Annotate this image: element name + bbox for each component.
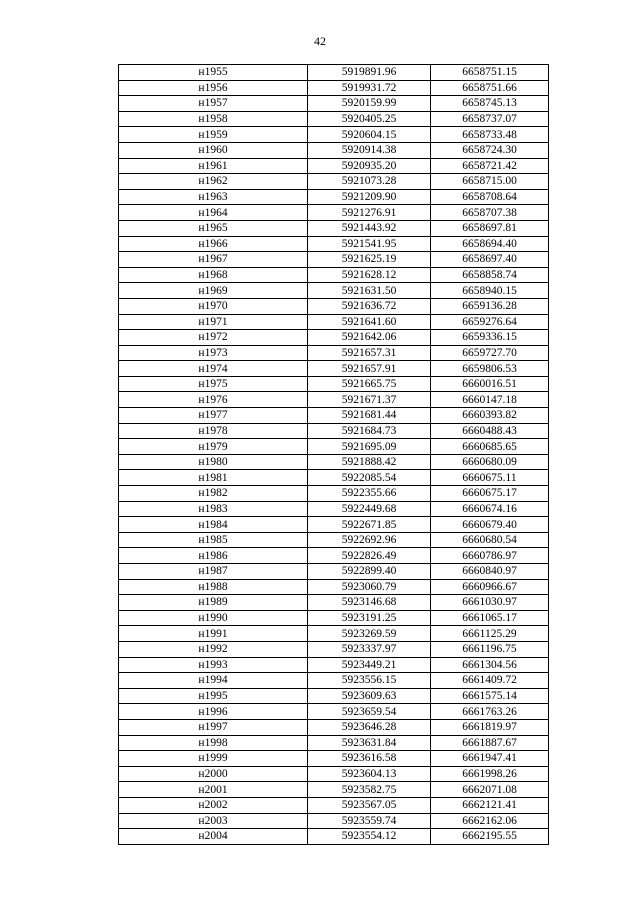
y-coordinate-cell: 6660680.54 <box>431 532 549 548</box>
table-row <box>119 641 549 657</box>
point-id-cell: н2003 <box>119 813 308 829</box>
table-row <box>119 454 549 470</box>
y-coordinate-cell: 6662195.55 <box>431 829 549 845</box>
x-coordinate-cell: 5922085.54 <box>308 470 431 486</box>
x-coordinate-cell: 5923659.54 <box>308 704 431 720</box>
point-id-cell: н1998 <box>119 735 308 751</box>
point-id-cell: н1983 <box>119 501 308 517</box>
y-coordinate-cell: 6658733.48 <box>431 127 549 143</box>
table-row <box>119 719 549 735</box>
table-row <box>119 423 549 439</box>
y-coordinate-cell: 6660675.17 <box>431 486 549 502</box>
table-row <box>119 330 549 346</box>
x-coordinate-cell: 5920405.25 <box>308 111 431 127</box>
point-id-cell: н1979 <box>119 439 308 455</box>
x-coordinate-cell: 5923146.68 <box>308 595 431 611</box>
table-row <box>119 517 549 533</box>
point-id-cell: н1967 <box>119 252 308 268</box>
x-coordinate-cell: 5922899.40 <box>308 564 431 580</box>
point-id-cell: н1976 <box>119 392 308 408</box>
y-coordinate-cell: 6658745.13 <box>431 96 549 112</box>
x-coordinate-cell: 5921681.44 <box>308 408 431 424</box>
table-row <box>119 345 549 361</box>
point-id-cell: н1972 <box>119 330 308 346</box>
y-coordinate-cell: 6660016.51 <box>431 376 549 392</box>
y-coordinate-cell: 6659727.70 <box>431 345 549 361</box>
point-id-cell: н1990 <box>119 610 308 626</box>
x-coordinate-cell: 5923631.84 <box>308 735 431 751</box>
y-coordinate-cell: 6658707.38 <box>431 205 549 221</box>
y-coordinate-cell: 6660393.82 <box>431 408 549 424</box>
y-coordinate-cell: 6661196.75 <box>431 641 549 657</box>
y-coordinate-cell: 6659336.15 <box>431 330 549 346</box>
point-id-cell: н2004 <box>119 829 308 845</box>
table-row <box>119 361 549 377</box>
x-coordinate-cell: 5921642.06 <box>308 330 431 346</box>
y-coordinate-cell: 6660685.65 <box>431 439 549 455</box>
table-row <box>119 236 549 252</box>
table-row <box>119 813 549 829</box>
page-number: 42 <box>314 34 326 48</box>
point-id-cell: н1982 <box>119 486 308 502</box>
y-coordinate-cell: 6660488.43 <box>431 423 549 439</box>
x-coordinate-cell: 5923604.13 <box>308 766 431 782</box>
table-row <box>119 579 549 595</box>
x-coordinate-cell: 5921695.09 <box>308 439 431 455</box>
y-coordinate-cell: 6661125.29 <box>431 626 549 642</box>
point-id-cell: н1994 <box>119 673 308 689</box>
x-coordinate-cell: 5921541.95 <box>308 236 431 252</box>
y-coordinate-cell: 6658721.42 <box>431 158 549 174</box>
y-coordinate-cell: 6659806.53 <box>431 361 549 377</box>
x-coordinate-cell: 5923556.15 <box>308 673 431 689</box>
y-coordinate-cell: 6658724.30 <box>431 142 549 158</box>
y-coordinate-cell: 6658737.07 <box>431 111 549 127</box>
y-coordinate-cell: 6658708.64 <box>431 189 549 205</box>
x-coordinate-cell: 5922355.66 <box>308 486 431 502</box>
point-id-cell: н1987 <box>119 564 308 580</box>
table-row <box>119 657 549 673</box>
x-coordinate-cell: 5921657.31 <box>308 345 431 361</box>
point-id-cell: н1978 <box>119 423 308 439</box>
point-id-cell: н2001 <box>119 782 308 798</box>
coordinates-table-body <box>119 65 549 845</box>
y-coordinate-cell: 6660786.97 <box>431 548 549 564</box>
table-row <box>119 220 549 236</box>
point-id-cell: н1997 <box>119 719 308 735</box>
table-row <box>119 610 549 626</box>
table-row <box>119 205 549 221</box>
y-coordinate-cell: 6661409.72 <box>431 673 549 689</box>
y-coordinate-cell: 6658940.15 <box>431 283 549 299</box>
y-coordinate-cell: 6660147.18 <box>431 392 549 408</box>
point-id-cell: н1985 <box>119 532 308 548</box>
x-coordinate-cell: 5921665.75 <box>308 376 431 392</box>
x-coordinate-cell: 5921636.72 <box>308 298 431 314</box>
point-id-cell: н1966 <box>119 236 308 252</box>
y-coordinate-cell: 6662162.06 <box>431 813 549 829</box>
x-coordinate-cell: 5923060.79 <box>308 579 431 595</box>
y-coordinate-cell: 6661819.97 <box>431 719 549 735</box>
point-id-cell: н1959 <box>119 127 308 143</box>
coordinates-table <box>118 64 549 845</box>
table-row <box>119 376 549 392</box>
table-row <box>119 626 549 642</box>
point-id-cell: н1965 <box>119 220 308 236</box>
y-coordinate-cell: 6658697.40 <box>431 252 549 268</box>
y-coordinate-cell: 6660674.16 <box>431 501 549 517</box>
x-coordinate-cell: 5923609.63 <box>308 688 431 704</box>
table-row <box>119 65 549 81</box>
x-coordinate-cell: 5922671.85 <box>308 517 431 533</box>
y-coordinate-cell: 6660840.97 <box>431 564 549 580</box>
point-id-cell: н1968 <box>119 267 308 283</box>
x-coordinate-cell: 5921209.90 <box>308 189 431 205</box>
point-id-cell: н1999 <box>119 751 308 767</box>
point-id-cell: н1974 <box>119 361 308 377</box>
x-coordinate-cell: 5923191.25 <box>308 610 431 626</box>
y-coordinate-cell: 6659136.28 <box>431 298 549 314</box>
table-row <box>119 174 549 190</box>
point-id-cell: н1961 <box>119 158 308 174</box>
y-coordinate-cell: 6658751.15 <box>431 65 549 81</box>
point-id-cell: н1984 <box>119 517 308 533</box>
point-id-cell: н1955 <box>119 65 308 81</box>
table-row <box>119 486 549 502</box>
x-coordinate-cell: 5920604.15 <box>308 127 431 143</box>
y-coordinate-cell: 6660966.67 <box>431 579 549 595</box>
table-row <box>119 80 549 96</box>
x-coordinate-cell: 5920159.99 <box>308 96 431 112</box>
x-coordinate-cell: 5923269.59 <box>308 626 431 642</box>
y-coordinate-cell: 6659276.64 <box>431 314 549 330</box>
point-id-cell: н1957 <box>119 96 308 112</box>
y-coordinate-cell: 6661304.56 <box>431 657 549 673</box>
table-row <box>119 252 549 268</box>
x-coordinate-cell: 5923559.74 <box>308 813 431 829</box>
x-coordinate-cell: 5919931.72 <box>308 80 431 96</box>
x-coordinate-cell: 5921641.60 <box>308 314 431 330</box>
y-coordinate-cell: 6658715.00 <box>431 174 549 190</box>
table-row <box>119 735 549 751</box>
x-coordinate-cell: 5921888.42 <box>308 454 431 470</box>
point-id-cell: н1981 <box>119 470 308 486</box>
x-coordinate-cell: 5922692.96 <box>308 532 431 548</box>
y-coordinate-cell: 6661030.97 <box>431 595 549 611</box>
table-row <box>119 142 549 158</box>
x-coordinate-cell: 5923337.97 <box>308 641 431 657</box>
y-coordinate-cell: 6658858.74 <box>431 267 549 283</box>
point-id-cell: н1973 <box>119 345 308 361</box>
table-row <box>119 392 549 408</box>
table-row <box>119 111 549 127</box>
table-row <box>119 189 549 205</box>
point-id-cell: н1975 <box>119 376 308 392</box>
x-coordinate-cell: 5921276.91 <box>308 205 431 221</box>
point-id-cell: н1986 <box>119 548 308 564</box>
table-row <box>119 439 549 455</box>
point-id-cell: н1970 <box>119 298 308 314</box>
point-id-cell: н1993 <box>119 657 308 673</box>
y-coordinate-cell: 6658694.40 <box>431 236 549 252</box>
x-coordinate-cell: 5920935.20 <box>308 158 431 174</box>
y-coordinate-cell: 6662121.41 <box>431 797 549 813</box>
x-coordinate-cell: 5920914.38 <box>308 142 431 158</box>
table-row <box>119 829 549 845</box>
table-row <box>119 283 549 299</box>
x-coordinate-cell: 5922449.68 <box>308 501 431 517</box>
point-id-cell: н1971 <box>119 314 308 330</box>
x-coordinate-cell: 5923582.75 <box>308 782 431 798</box>
point-id-cell: н1958 <box>119 111 308 127</box>
x-coordinate-cell: 5923646.28 <box>308 719 431 735</box>
y-coordinate-cell: 6658751.66 <box>431 80 549 96</box>
table-row <box>119 564 549 580</box>
y-coordinate-cell: 6658697.81 <box>431 220 549 236</box>
x-coordinate-cell: 5921628.12 <box>308 267 431 283</box>
x-coordinate-cell: 5921443.92 <box>308 220 431 236</box>
table-row <box>119 501 549 517</box>
y-coordinate-cell: 6661065.17 <box>431 610 549 626</box>
y-coordinate-cell: 6660679.40 <box>431 517 549 533</box>
x-coordinate-cell: 5921625.19 <box>308 252 431 268</box>
y-coordinate-cell: 6661998.26 <box>431 766 549 782</box>
table-row <box>119 267 549 283</box>
point-id-cell: н1964 <box>119 205 308 221</box>
table-row <box>119 532 549 548</box>
y-coordinate-cell: 6662071.08 <box>431 782 549 798</box>
point-id-cell: н2002 <box>119 797 308 813</box>
x-coordinate-cell: 5923616.58 <box>308 751 431 767</box>
point-id-cell: н1960 <box>119 142 308 158</box>
point-id-cell: н1988 <box>119 579 308 595</box>
table-row <box>119 298 549 314</box>
x-coordinate-cell: 5921684.73 <box>308 423 431 439</box>
x-coordinate-cell: 5921657.91 <box>308 361 431 377</box>
y-coordinate-cell: 6661947.41 <box>431 751 549 767</box>
table-row <box>119 751 549 767</box>
x-coordinate-cell: 5923449.21 <box>308 657 431 673</box>
point-id-cell: н1956 <box>119 80 308 96</box>
table-row <box>119 704 549 720</box>
table-row <box>119 127 549 143</box>
x-coordinate-cell: 5921631.50 <box>308 283 431 299</box>
x-coordinate-cell: 5922826.49 <box>308 548 431 564</box>
y-coordinate-cell: 6661763.26 <box>431 704 549 720</box>
x-coordinate-cell: 5921671.37 <box>308 392 431 408</box>
table-row <box>119 595 549 611</box>
x-coordinate-cell: 5921073.28 <box>308 174 431 190</box>
table-row <box>119 548 549 564</box>
point-id-cell: н1996 <box>119 704 308 720</box>
table-row <box>119 158 549 174</box>
table-row <box>119 766 549 782</box>
point-id-cell: н1969 <box>119 283 308 299</box>
point-id-cell: н1992 <box>119 641 308 657</box>
point-id-cell: н1980 <box>119 454 308 470</box>
y-coordinate-cell: 6661887.67 <box>431 735 549 751</box>
y-coordinate-cell: 6660675.11 <box>431 470 549 486</box>
point-id-cell: н1977 <box>119 408 308 424</box>
table-row <box>119 408 549 424</box>
x-coordinate-cell: 5923567.05 <box>308 797 431 813</box>
x-coordinate-cell: 5923554.12 <box>308 829 431 845</box>
x-coordinate-cell: 5919891.96 <box>308 65 431 81</box>
point-id-cell: н2000 <box>119 766 308 782</box>
table-row <box>119 688 549 704</box>
table-row <box>119 470 549 486</box>
point-id-cell: н1995 <box>119 688 308 704</box>
table-row <box>119 673 549 689</box>
point-id-cell: н1989 <box>119 595 308 611</box>
point-id-cell: н1963 <box>119 189 308 205</box>
y-coordinate-cell: 6660680.09 <box>431 454 549 470</box>
table-row <box>119 782 549 798</box>
table-row <box>119 797 549 813</box>
point-id-cell: н1962 <box>119 174 308 190</box>
point-id-cell: н1991 <box>119 626 308 642</box>
table-row <box>119 96 549 112</box>
y-coordinate-cell: 6661575.14 <box>431 688 549 704</box>
table-row <box>119 314 549 330</box>
